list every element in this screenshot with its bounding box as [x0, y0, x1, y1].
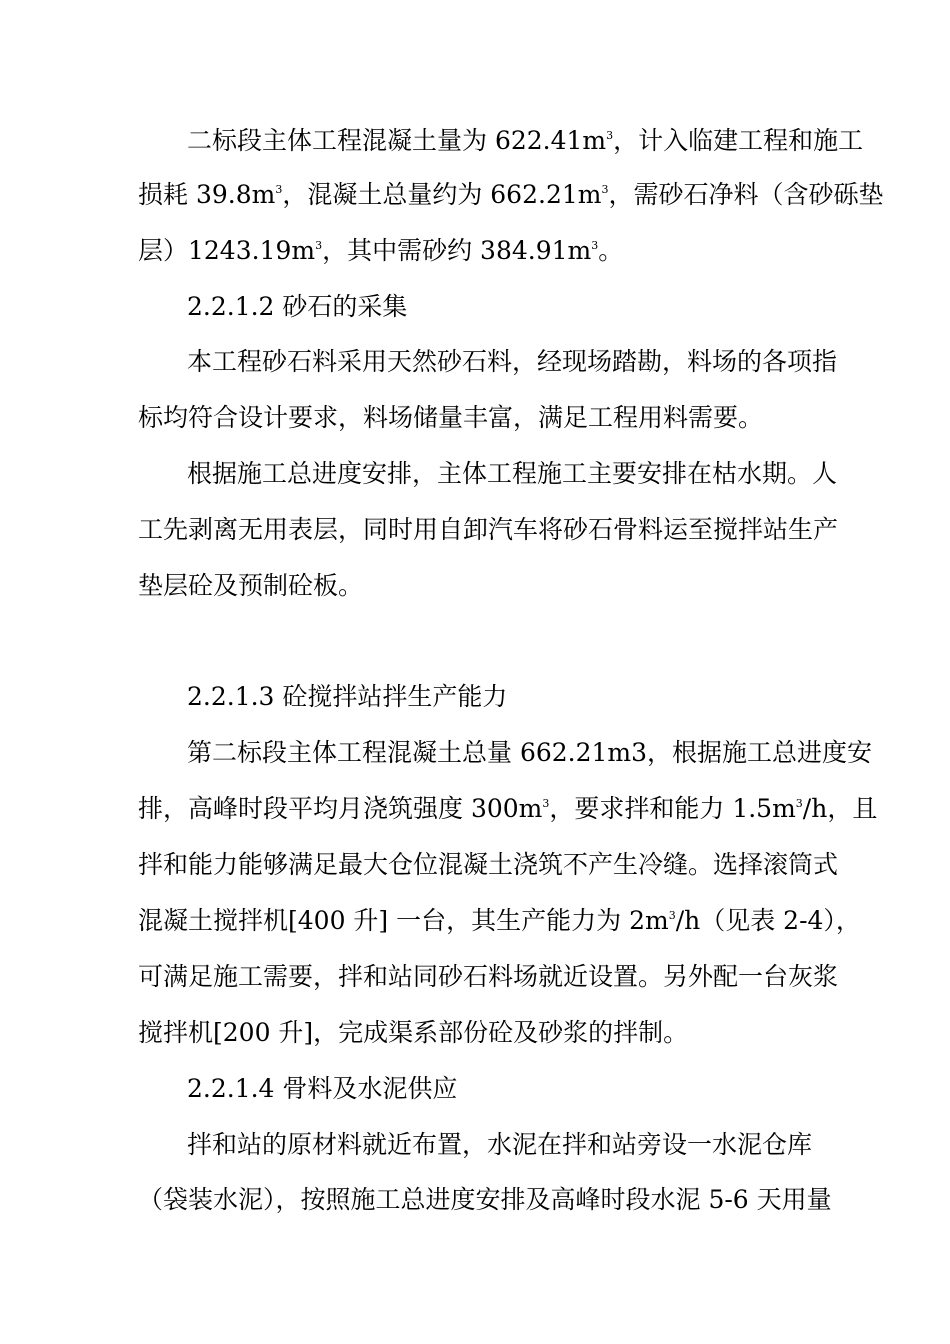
paragraph-line: 可满足施工需要，拌和站同砂石料场就近设置。另外配一台灰浆	[138, 962, 839, 991]
paragraph-line: 第二标段主体工程混凝土总量 662.21m3，根据施工总进度安	[187, 738, 873, 767]
superscript: 3	[315, 239, 323, 252]
text-run: /h，且	[802, 794, 878, 823]
text-run: ，需砂石净料（含砂砾垫	[608, 180, 884, 209]
paragraph-line: 根据施工总进度安排，主体工程施工主要安排在枯水期。人	[187, 459, 838, 488]
text-run: ，混凝土总量约为 662.21m	[282, 180, 602, 209]
section-heading: 2.2.1.4 骨料及水泥供应	[187, 1074, 458, 1103]
text-run: /h（见表 2-4），	[675, 906, 861, 935]
section-heading: 2.2.1.2 砂石的采集	[187, 292, 408, 321]
superscript: 3	[591, 239, 599, 252]
superscript: 3	[606, 129, 614, 142]
text-run: ，计入临建工程和施工	[613, 126, 864, 155]
paragraph-line: 本工程砂石料采用天然砂石料，经现场踏勘，料场的各项指	[187, 347, 838, 376]
text-run: ，要求拌和能力 1.5m	[549, 794, 796, 823]
paragraph-line: 垫层砼及预制砼板。	[138, 571, 364, 600]
paragraph-line	[138, 793, 877, 825]
superscript: 3	[668, 909, 676, 922]
paragraph-line	[138, 235, 623, 267]
paragraph-line	[138, 179, 883, 211]
paragraph-line: 拌和能力能够满足最大仓位混凝土浇筑不产生冷缝。选择滚筒式	[138, 850, 839, 879]
section-heading: 2.2.1.3 砼搅拌站拌生产能力	[187, 682, 508, 711]
paragraph-line	[138, 905, 861, 937]
text-run: 混凝土搅拌机[400 升] 一台，其生产能力为 2m	[138, 906, 669, 935]
paragraph-line: 搅拌机[200 升]，完成渠系部份砼及砂浆的拌制。	[138, 1018, 689, 1047]
text-run: ，其中需砂约 384.91m	[322, 236, 592, 265]
text-run: 层）1243.19m	[138, 236, 316, 265]
text-run: 二标段主体工程混凝土量为 622.41m	[187, 126, 607, 155]
text-run: 排，高峰时段平均月浇筑强度 300m	[138, 794, 543, 823]
text-run: 损耗 39.8m	[138, 180, 276, 209]
text-run: 。	[598, 236, 624, 265]
paragraph-line: 拌和站的原材料就近布置，水泥在拌和站旁设一水泥仓库	[187, 1130, 813, 1159]
superscript: 3	[601, 183, 609, 196]
paragraph-line: 标均符合设计要求，料场储量丰富，满足工程用料需要。	[138, 403, 764, 432]
paragraph-line: 工先剥离无用表层，同时用自卸汽车将砂石骨料运至搅拌站生产	[138, 515, 839, 544]
paragraph-line	[187, 125, 863, 157]
paragraph-line: （袋装水泥），按照施工总进度安排及高峰时段水泥 5-6 天用量	[138, 1185, 832, 1214]
superscript: 3	[795, 797, 803, 810]
superscript: 3	[542, 797, 550, 810]
superscript: 3	[275, 183, 283, 196]
